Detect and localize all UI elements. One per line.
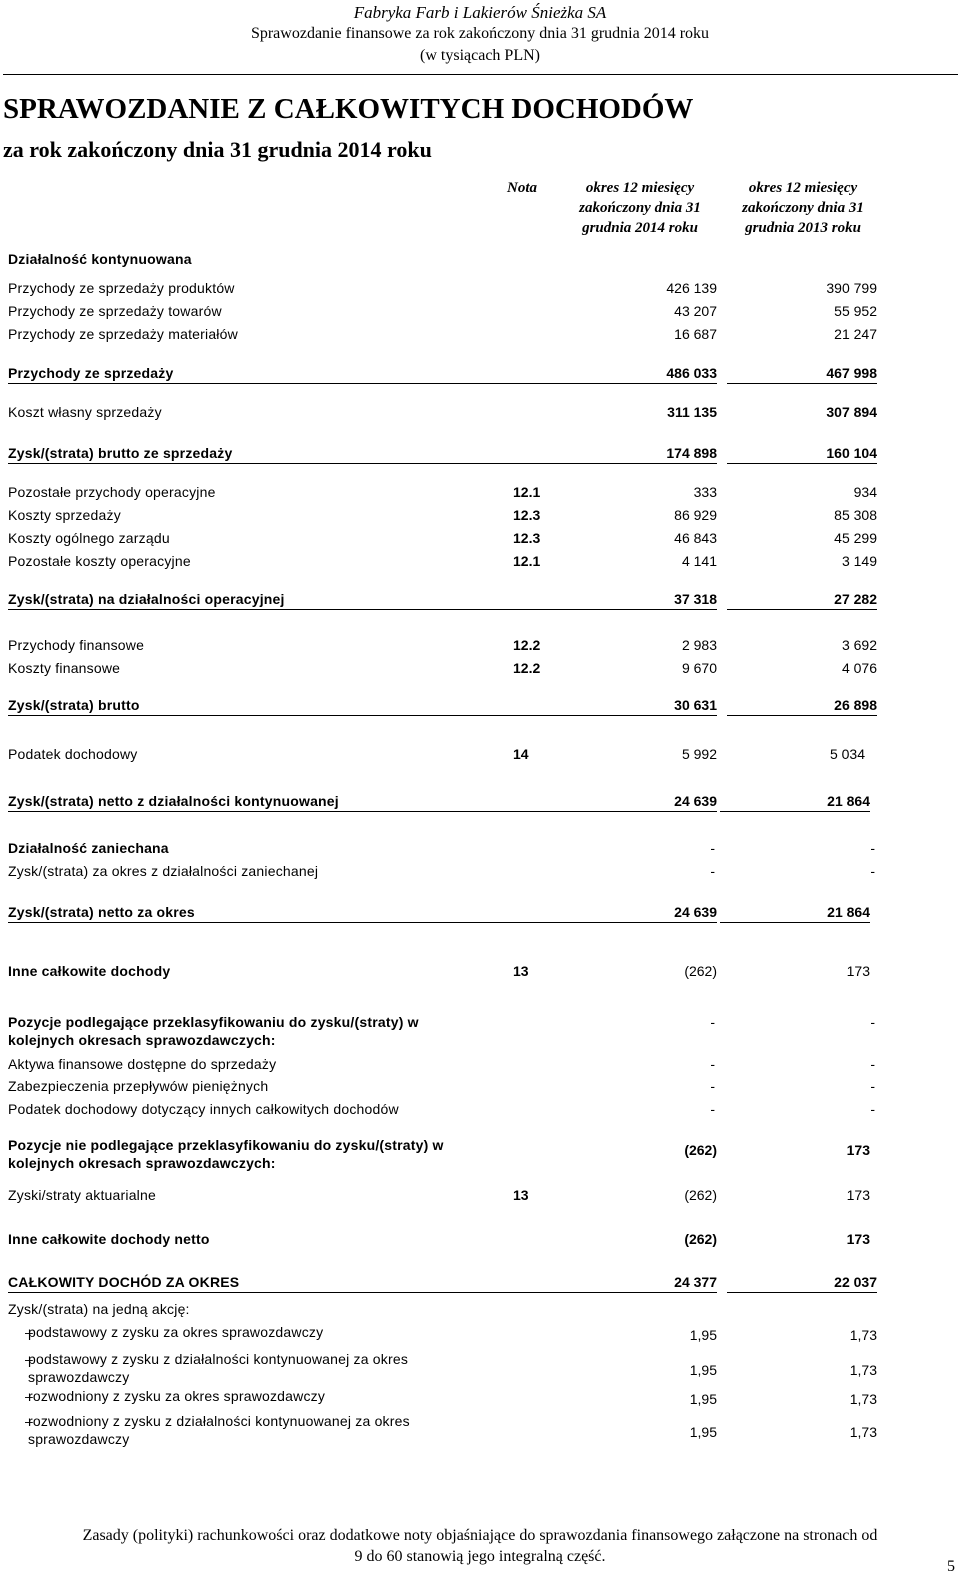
table-row xyxy=(0,1074,960,1098)
value-2014: - xyxy=(710,863,715,879)
row-label: Pozycje nie podlegające przeklasyfikowaniu do zysku/(straty) w kolejnych okresach sprawozdawczych: xyxy=(8,1137,444,1171)
row-note: 13 xyxy=(513,963,529,979)
value-2014: 4 141 xyxy=(681,553,717,569)
row-label: Zysk/(strata) na działalności operacyjnej xyxy=(8,589,553,610)
value-2014: 311 135 xyxy=(667,404,717,420)
row-label: Zysk/(strata) netto z działalności kontynuowanej xyxy=(8,791,553,812)
value-2014: 30 631 xyxy=(547,695,717,716)
table-row xyxy=(0,693,960,717)
value-2013: 21 247 xyxy=(834,326,877,342)
table-row xyxy=(0,1323,960,1347)
value-2013: 45 299 xyxy=(834,530,877,546)
value-2013: 22 037 xyxy=(727,1272,877,1293)
row-label: Podatek dochodowy dotyczący innych całkowitych dochodów xyxy=(8,1101,399,1117)
value-2014: 86 929 xyxy=(674,507,717,523)
value-2013: - xyxy=(870,840,875,856)
value-2014: - xyxy=(710,1056,715,1072)
row-label: Inne całkowite dochody netto xyxy=(8,1231,210,1247)
table-row xyxy=(0,656,960,680)
value-2014: - xyxy=(710,840,715,856)
value-2014: 426 139 xyxy=(666,280,717,296)
row-label: Przychody ze sprzedaży materiałów xyxy=(8,326,238,342)
value-2013: 27 282 xyxy=(727,589,877,610)
value-2013: 21 864 xyxy=(720,902,870,923)
value-2013: 173 xyxy=(846,1231,870,1247)
value-2014: (262) xyxy=(684,1142,717,1158)
value-2013: - xyxy=(870,1056,875,1072)
row-note: 12.2 xyxy=(513,637,541,653)
value-2013: 160 104 xyxy=(727,443,877,464)
page-number: 5 xyxy=(947,1558,955,1575)
row-label: Koszt własny sprzedaży xyxy=(8,404,162,420)
row-label: Przychody finansowe xyxy=(8,637,145,653)
row-note: 12.2 xyxy=(513,660,541,676)
row-label: – rozwodniony z zysku za okres sprawozdawczy xyxy=(28,1387,468,1405)
value-2014: 1,95 xyxy=(689,1327,717,1343)
value-2014: - xyxy=(710,1014,715,1030)
value-2014: 486 033 xyxy=(547,363,717,384)
value-2014: (262) xyxy=(684,1187,717,1203)
row-label: Zysk/(strata) netto za okres xyxy=(8,902,553,923)
table-row xyxy=(0,1136,960,1176)
row-note: 12.1 xyxy=(513,484,541,500)
table-row xyxy=(0,900,960,924)
value-2013: 1,73 xyxy=(849,1327,877,1343)
row-label: Koszty sprzedaży xyxy=(8,507,121,523)
value-2013: 173 xyxy=(846,1187,870,1203)
row-label: Działalność kontynuowana xyxy=(8,251,192,267)
row-label: Zysk/(strata) brutto ze sprzedaży xyxy=(8,443,553,464)
table-row xyxy=(0,276,960,300)
value-2013: - xyxy=(870,1101,875,1117)
value-2013: 934 xyxy=(853,484,877,500)
period-subtitle: za rok zakończony dnia 31 grudnia 2014 roku xyxy=(3,137,432,162)
table-row xyxy=(0,480,960,504)
value-2013: 390 799 xyxy=(826,280,877,296)
value-2013: 5 034 xyxy=(829,746,865,762)
value-2013: 3 692 xyxy=(841,637,877,653)
table-row xyxy=(0,1052,960,1076)
row-label: Działalność zaniechana xyxy=(8,840,169,856)
value-2013: 173 xyxy=(846,1142,870,1158)
table-row xyxy=(0,247,960,271)
table-row xyxy=(0,1227,960,1251)
value-2014: - xyxy=(710,1078,715,1094)
row-label: Aktywa finansowe dostępne do sprzedaży xyxy=(8,1056,277,1072)
row-label: – podstawowy z zysku z działalności kontynuowanej za okres sprawozdawczy xyxy=(28,1350,468,1386)
row-label: Pozycje podlegające przeklasyfikowaniu do zysku/(straty) w kolejnych okresach sprawozdawczych: xyxy=(8,1014,419,1048)
value-2014: 174 898 xyxy=(547,443,717,464)
row-label: – podstawowy z zysku za okres sprawozdawczy xyxy=(28,1323,468,1341)
value-2014: 24 377 xyxy=(547,1272,717,1293)
value-2014: 333 xyxy=(693,484,717,500)
table-row xyxy=(0,361,960,385)
value-2013: 1,73 xyxy=(849,1424,877,1440)
row-label: Przychody ze sprzedaży towarów xyxy=(8,303,222,319)
value-2013: - xyxy=(870,1078,875,1094)
table-row xyxy=(0,322,960,346)
table-row xyxy=(0,859,960,883)
company-name: Fabryka Farb i Lakierów Śnieżka SA xyxy=(353,3,607,22)
row-label: Inne całkowite dochody xyxy=(8,963,171,979)
value-2014: 1,95 xyxy=(689,1391,717,1407)
row-note: 12.1 xyxy=(513,553,541,569)
table-row xyxy=(0,789,960,813)
value-2014: 24 639 xyxy=(547,791,717,812)
row-label: Pozostałe przychody operacyjne xyxy=(8,484,216,500)
table-row xyxy=(0,633,960,657)
value-2013: 307 894 xyxy=(826,404,877,420)
row-note: 12.3 xyxy=(513,507,541,523)
row-label: Podatek dochodowy xyxy=(8,746,138,762)
table-row xyxy=(0,526,960,550)
value-2013: - xyxy=(870,863,875,879)
row-label: Zysk/(strata) brutto xyxy=(8,695,553,716)
column-header-2013: okres 12 miesięcy zakończony dnia 31 grudnia 2013 roku xyxy=(742,180,864,236)
table-row xyxy=(0,1350,960,1390)
units-note: (w tysiącach PLN) xyxy=(420,47,540,64)
row-label: Zysk/(strata) na jedną akcję: xyxy=(8,1301,190,1317)
value-2014: (262) xyxy=(684,1231,717,1247)
value-2014: 9 670 xyxy=(681,660,717,676)
value-2013: 467 998 xyxy=(727,363,877,384)
row-label: Przychody ze sprzedaży xyxy=(8,363,553,384)
column-header-2014: okres 12 miesięcy zakończony dnia 31 grudnia 2014 roku xyxy=(579,180,701,236)
value-2014: 46 843 xyxy=(674,530,717,546)
footer-note: Zasady (polityki) rachunkowości oraz dodatkowe noty objaśniające do sprawozdania finansowego załączone na stronach od xyxy=(82,1527,878,1544)
table-row xyxy=(0,742,960,766)
table-row xyxy=(0,503,960,527)
table-row xyxy=(0,1097,960,1121)
table-row xyxy=(0,549,960,573)
row-label: Koszty ogólnego zarządu xyxy=(8,530,170,546)
value-2013: 26 898 xyxy=(727,695,877,716)
row-label: Przychody ze sprzedaży produktów xyxy=(8,280,235,296)
table-row xyxy=(0,1297,960,1321)
value-2013: 4 076 xyxy=(841,660,877,676)
table-row xyxy=(0,836,960,860)
value-2014: 16 687 xyxy=(674,326,717,342)
table-row xyxy=(0,441,960,465)
row-note: 14 xyxy=(513,746,529,762)
value-2014: 1,95 xyxy=(689,1362,717,1378)
value-2014: 37 318 xyxy=(547,589,717,610)
value-2013: - xyxy=(870,1014,875,1030)
row-label: Koszty finansowe xyxy=(8,660,121,676)
row-label: Zabezpieczenia przepływów pieniężnych xyxy=(8,1078,269,1094)
row-note: 12.3 xyxy=(513,530,541,546)
value-2014: 2 983 xyxy=(681,637,717,653)
value-2013: 85 308 xyxy=(834,507,877,523)
table-row xyxy=(0,1387,960,1411)
value-2013: 173 xyxy=(846,963,870,979)
row-label: Pozostałe koszty operacyjne xyxy=(8,553,191,569)
table-row xyxy=(0,1183,960,1207)
value-2013: 1,73 xyxy=(849,1362,877,1378)
value-2013: 1,73 xyxy=(849,1391,877,1407)
row-label: CAŁKOWITY DOCHÓD ZA OKRES xyxy=(8,1272,553,1293)
table-row xyxy=(0,959,960,983)
column-header-nota: Nota xyxy=(507,180,537,196)
value-2014: - xyxy=(710,1101,715,1117)
value-2014: (262) xyxy=(684,963,717,979)
value-2013: 21 864 xyxy=(720,791,870,812)
value-2014: 1,95 xyxy=(689,1424,717,1440)
value-2013: 55 952 xyxy=(834,303,877,319)
row-label: Zysk/(strata) za okres z działalności zaniechanej xyxy=(8,863,319,879)
report-subtitle: Sprawozdanie finansowe za rok zakończony dnia 31 grudnia 2014 roku xyxy=(250,25,710,42)
table-row xyxy=(0,299,960,323)
table-row xyxy=(0,400,960,424)
table-row xyxy=(0,587,960,611)
value-2014: 24 639 xyxy=(547,902,717,923)
row-label: Zyski/straty aktuarialne xyxy=(8,1187,156,1203)
table-row xyxy=(0,1013,960,1053)
table-row xyxy=(0,1270,960,1294)
footer-note-cont: 9 do 60 stanowią jego integralną część. xyxy=(354,1548,606,1565)
value-2013: 3 149 xyxy=(841,553,877,569)
value-2014: 5 992 xyxy=(681,746,717,762)
row-note: 13 xyxy=(513,1187,529,1203)
row-label: – rozwodniony z zysku z działalności kontynuowanej za okres sprawozdawczy xyxy=(28,1412,468,1448)
table-row xyxy=(0,1412,960,1452)
value-2014: 43 207 xyxy=(674,303,717,319)
page-title: SPRAWOZDANIE Z CAŁKOWITYCH DOCHODÓW xyxy=(3,93,694,125)
